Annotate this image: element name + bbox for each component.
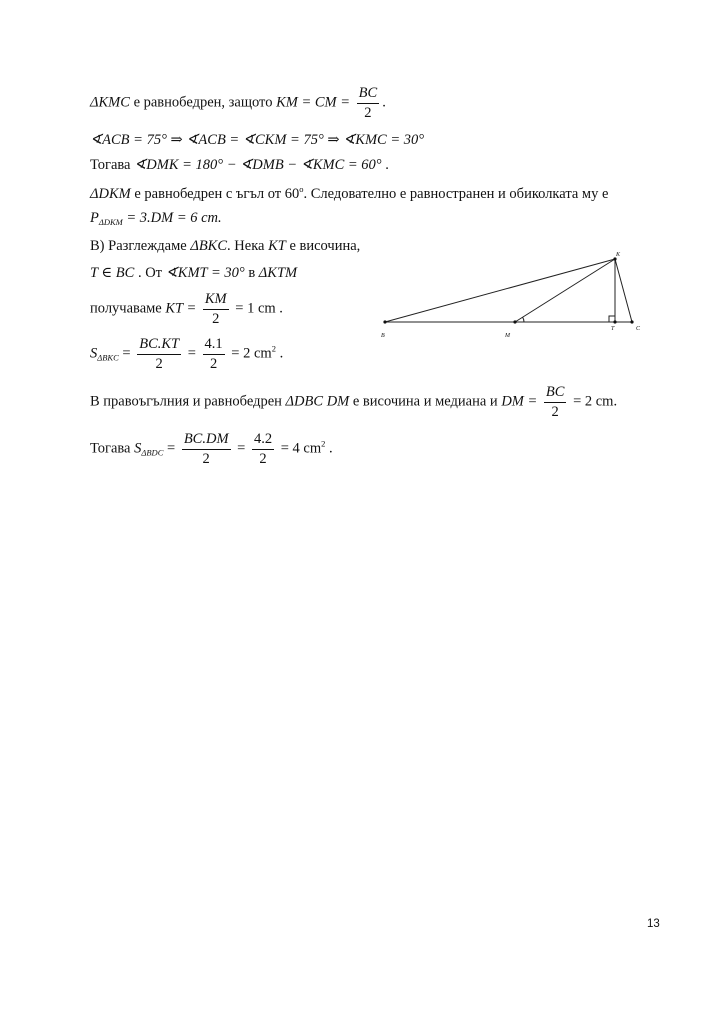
fraction [203, 337, 225, 371]
segment-mk [515, 259, 615, 322]
label-m: M [505, 333, 510, 339]
punct: . [325, 440, 333, 457]
text: = 2 cm. [569, 393, 618, 410]
triangle-kmc: ΔKMC [90, 94, 130, 111]
degree: o [299, 184, 304, 194]
equation: KT = [165, 300, 200, 317]
numerator: BC [357, 86, 380, 104]
area-symbol: S [90, 345, 98, 362]
segment-kt: KT [268, 238, 286, 254]
fraction [203, 292, 229, 326]
triangle-dbc: ΔDBC [285, 393, 324, 410]
text: = 2 cm [227, 345, 272, 362]
text: = 1 cm . [231, 300, 283, 317]
numerator: 4.1 [203, 337, 225, 355]
text: получаваме [90, 300, 166, 317]
line-area-bkc [90, 337, 283, 371]
point-t [613, 320, 616, 323]
area-symbol: S [134, 440, 142, 457]
subscript: ΔBDC [141, 447, 164, 458]
denominator: 2 [202, 450, 210, 467]
line-angles: ∢ACB = 75° ⇒ ∢ACB = ∢CKM = 75° ⇒ ∢KMC = 30° [90, 132, 425, 148]
fraction [544, 385, 567, 419]
triangle-bkc: ΔBKC [190, 238, 228, 254]
equals: = [233, 440, 249, 457]
equation: KM = CM = [276, 94, 354, 111]
text: . От [134, 265, 166, 281]
superscript: 2 [271, 343, 276, 354]
segment-bk [385, 259, 615, 322]
denominator: 2 [259, 450, 267, 467]
text: е височина, [285, 238, 361, 254]
denominator: 2 [364, 104, 372, 121]
triangle-dkm: ΔDKM [90, 186, 131, 202]
numerator: KM [203, 292, 229, 310]
line-t-on-bc [90, 266, 297, 281]
line-dbc [90, 385, 617, 419]
page-number: 13 [647, 918, 660, 930]
formula: = 3.DM = 6 cm. [122, 210, 222, 226]
formula: ∢DMK = 180° − ∢DMB − ∢KMC = 60° [134, 157, 382, 173]
line-dkm [90, 185, 608, 202]
denominator: 2 [209, 355, 218, 372]
denominator: 2 [155, 355, 163, 372]
line-kmc-isosceles [90, 86, 386, 120]
segment-kc [615, 259, 632, 322]
label-b: B [381, 333, 385, 339]
label-t: T [611, 326, 615, 332]
numerator: BC [544, 385, 567, 403]
line-area-bdc [90, 432, 333, 466]
fraction [252, 432, 274, 466]
triangle-diagram [370, 248, 650, 348]
text: е височина и медиана и [349, 393, 502, 410]
equals: = [184, 345, 200, 362]
line-dmk [90, 158, 389, 173]
punct: . [381, 157, 389, 173]
line-kt [90, 292, 283, 326]
formula: T ∈ BC [90, 265, 135, 281]
text: В правоъгълния и равнобедрен [90, 393, 286, 410]
equals: = [118, 345, 135, 362]
text: Тогава [90, 440, 135, 457]
point-c [630, 320, 633, 323]
fraction [357, 86, 380, 120]
text: в [244, 265, 259, 281]
fraction [137, 337, 181, 371]
fraction [182, 432, 231, 466]
point-m [513, 320, 516, 323]
superscript: 2 [321, 438, 326, 449]
text: . Нека [227, 238, 269, 254]
punct: . [275, 345, 284, 362]
equation: DM = [501, 393, 541, 410]
subscript: ΔDKM [98, 217, 123, 227]
numerator: 4.2 [252, 432, 274, 450]
numerator: BC.KT [137, 337, 181, 355]
text: В) Разглеждаме [90, 238, 191, 254]
equals: = [163, 440, 179, 457]
label-c: C [636, 326, 641, 332]
punct: . [382, 94, 386, 111]
text: е равнобедрен, защото [129, 94, 277, 111]
text: = 4 cm [277, 440, 322, 457]
angle-arc [523, 317, 524, 322]
perimeter-symbol: P [90, 210, 99, 226]
line-perimeter [90, 211, 222, 227]
text: е равнобедрен с ъгъл от 60 [130, 186, 300, 202]
denominator: 2 [212, 310, 220, 327]
subscript: ΔBKC [97, 352, 119, 363]
segment-dm: DM [323, 393, 350, 410]
text: Тогава [90, 157, 135, 173]
angle: ∢KMT = 30° [165, 265, 245, 281]
line-part-b [90, 239, 360, 254]
numerator: BC.DM [182, 432, 231, 450]
label-k: K [616, 252, 621, 258]
triangle-ktm: ΔKTM [258, 265, 298, 281]
text: . Следователно е равностранен и обиколката му е [303, 186, 609, 202]
denominator: 2 [551, 403, 559, 420]
point-b [383, 320, 386, 323]
